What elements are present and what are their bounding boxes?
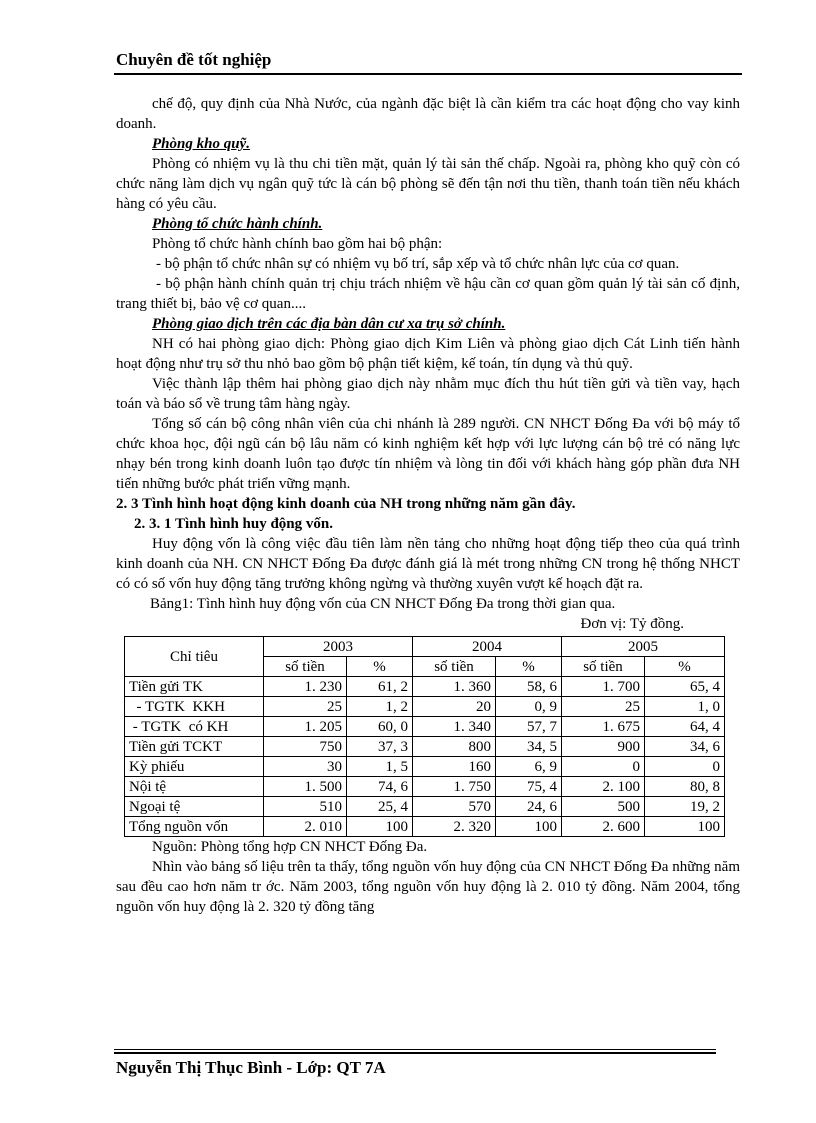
table-cell: 1, 5 — [347, 757, 413, 777]
footer-rule — [114, 1049, 716, 1050]
page-header-title: Chuyên đề tốt nghiệp — [116, 50, 272, 69]
page-footer-author: Nguyễn Thị Thục Bình - Lớp: QT 7A — [116, 1058, 386, 1077]
table-cell: 60, 0 — [347, 717, 413, 737]
table-cell: 100 — [496, 817, 562, 837]
table-cell: 25 — [264, 697, 347, 717]
table-cell: 1, 2 — [347, 697, 413, 717]
table-cell: 1, 0 — [645, 697, 725, 717]
section-heading: 2. 3 Tình hình hoạt động kinh doanh của NH trong những năm gần đây. — [116, 496, 576, 512]
table-caption: Bảng1: Tình hình huy động vốn của CN NHCT Đống Đa trong thời gian qua. — [150, 596, 616, 612]
table-header-year: 2004 — [413, 637, 562, 657]
table-cell: 1. 230 — [264, 677, 347, 697]
table-cell: 1. 205 — [264, 717, 347, 737]
list-item: - bộ phận tổ chức nhân sự có nhiệm vụ bố trí, sắp xếp và tổ chức nhân lực của cơ quan. — [156, 256, 680, 272]
paragraph: Phòng có nhiệm vụ là thu chi tiền mặt, quản lý tài sản thế chấp. Ngoài ra, phòng kho quỹ còn có chức năng làm dịch vụ ngân quỹ tức là cán bộ phòng sẽ đến tận nơi thu tiền, thanh toán tiền nếu khách hàng có yêu cầu. — [116, 156, 740, 212]
table-header-pct: % — [347, 657, 413, 677]
row-label: Nội tệ — [125, 777, 264, 797]
table-cell: 57, 7 — [496, 717, 562, 737]
table-cell: 34, 6 — [645, 737, 725, 757]
table-cell: 100 — [645, 817, 725, 837]
table-cell: 750 — [264, 737, 347, 757]
table-row — [125, 797, 725, 817]
table-header-amount: số tiền — [264, 657, 347, 677]
table-cell: 1. 675 — [562, 717, 645, 737]
table-unit: Đơn vị: Tỷ đồng. — [580, 616, 684, 632]
row-label: - TGTK có KH — [125, 717, 264, 737]
table-cell: 800 — [413, 737, 496, 757]
subheading-kho-quy: Phòng kho quỹ. — [152, 136, 250, 152]
table-cell: 25, 4 — [347, 797, 413, 817]
table-header-year: 2005 — [562, 637, 725, 657]
table-cell: 1. 340 — [413, 717, 496, 737]
header-rule — [114, 73, 742, 75]
paragraph: Tổng số cán bộ công nhân viên của chi nhánh là 289 người. CN NHCT Đống Đa với bộ máy tổ chức khoa học, đội ngũ cán bộ lâu năm có kinh nghiệm kết hợp với lực lượng cán bộ trẻ có năng lực nhạy bén trong kinh doanh luôn tạo được tín nhiệm và lòng tin đối với khách hàng góp phần đưa NH tiến những bước phát triển vững mạnh. — [116, 416, 740, 492]
row-label: Kỳ phiếu — [125, 757, 264, 777]
table-header-amount: số tiền — [562, 657, 645, 677]
table-cell: 0 — [562, 757, 645, 777]
table-row — [125, 677, 725, 697]
table-header-pct: % — [496, 657, 562, 677]
table-header-indicator: Chỉ tiêu — [125, 637, 264, 677]
table-cell: 58, 6 — [496, 677, 562, 697]
table-cell: 2. 600 — [562, 817, 645, 837]
table-cell: 37, 3 — [347, 737, 413, 757]
capital-mobilization-table — [124, 636, 725, 837]
table-cell: 25 — [562, 697, 645, 717]
table-cell: 61, 2 — [347, 677, 413, 697]
table-cell: 0, 9 — [496, 697, 562, 717]
table-cell: 2. 320 — [413, 817, 496, 837]
table-row — [125, 737, 725, 757]
table-cell: 34, 5 — [496, 737, 562, 757]
table-cell: 570 — [413, 797, 496, 817]
table-cell: 6, 9 — [496, 757, 562, 777]
table-header-pct: % — [645, 657, 725, 677]
table-cell: 19, 2 — [645, 797, 725, 817]
table-cell: 2. 100 — [562, 777, 645, 797]
table-header-amount: số tiền — [413, 657, 496, 677]
table-cell: 20 — [413, 697, 496, 717]
paragraph: Việc thành lập thêm hai phòng giao dịch này nhằm mục đích thu hút tiền gửi và tiền vay, hạch toán và báo sổ về trung tâm hàng ngày. — [116, 376, 740, 412]
table-row — [125, 817, 725, 837]
subheading-phong-giao-dich: Phòng giao dịch trên các địa bàn dân cư xa trụ sở chính. — [152, 316, 506, 332]
row-label: Ngoại tệ — [125, 797, 264, 817]
paragraph: chế độ, quy định của Nhà Nước, của ngành đặc biệt là cần kiểm tra các hoạt động cho vay kinh doanh. — [116, 96, 740, 132]
table-cell: 1. 700 — [562, 677, 645, 697]
row-label: Tiền gửi TCKT — [125, 737, 264, 757]
table-row — [125, 697, 725, 717]
table-cell: 30 — [264, 757, 347, 777]
table-cell: 74, 6 — [347, 777, 413, 797]
table-cell: 0 — [645, 757, 725, 777]
row-label: Tiền gửi TK — [125, 677, 264, 697]
table-cell: 65, 4 — [645, 677, 725, 697]
table-cell: 80, 8 — [645, 777, 725, 797]
table-cell: 24, 6 — [496, 797, 562, 817]
paragraph: Nhìn vào bảng số liệu trên ta thấy, tổng nguồn vốn huy động của CN NHCT Đống Đa những năm sau đều cao hơn năm tr ớc. Năm 2003, tổng nguồn vốn huy động là 2. 010 tỷ đồng. Năm 2004, tổng nguồn vốn huy động là 2. 320 tỷ đồng tăng — [116, 859, 740, 915]
table-cell: 160 — [413, 757, 496, 777]
table-cell: 510 — [264, 797, 347, 817]
table-cell: 500 — [562, 797, 645, 817]
subheading-to-chuc-hanh-chinh: Phòng tổ chức hành chính. — [152, 216, 323, 232]
subsection-heading: 2. 3. 1 Tình hình huy động vốn. — [134, 516, 333, 532]
list-item: - bộ phận hành chính quản trị chịu trách nhiệm về hậu cần cơ quan gồm quản lý tài sản cố định, trang thiết bị, bảo vệ cơ quan.... — [116, 276, 740, 312]
row-label: Tổng nguồn vốn — [125, 817, 264, 837]
paragraph: Huy động vốn là công việc đầu tiên làm nền tảng cho những hoạt động tiếp theo của quá trình kinh doanh của NH. CN NHCT Đống Đa được đánh giá là mét trong những CN trong hệ thống NHCT có có số vốn huy động tăng trưởng không ngừng và thường xuyên vượt kế hoạch đặt ra. — [116, 536, 740, 592]
row-label: - TGTK KKH — [125, 697, 264, 717]
table-cell: 900 — [562, 737, 645, 757]
footer-rule — [114, 1052, 716, 1054]
table-row — [125, 717, 725, 737]
table-cell: 100 — [347, 817, 413, 837]
table-cell: 1. 500 — [264, 777, 347, 797]
table-cell: 1. 750 — [413, 777, 496, 797]
table-cell: 75, 4 — [496, 777, 562, 797]
table-header-year: 2003 — [264, 637, 413, 657]
paragraph: Phòng tổ chức hành chính bao gồm hai bộ phận: — [152, 236, 443, 252]
table-source: Nguồn: Phòng tổng hợp CN NHCT Đống Đa. — [152, 839, 428, 855]
table-row — [125, 757, 725, 777]
table-cell: 2. 010 — [264, 817, 347, 837]
document-body — [116, 94, 740, 917]
table-row — [125, 777, 725, 797]
paragraph: NH có hai phòng giao dịch: Phòng giao dịch Kim Liên và phòng giao dịch Cát Linh tiến hành hoạt động như trụ sở thu nhỏ bao gồm bộ phận tiết kiệm, kế toán, tín dụng và thủ quỹ. — [116, 336, 740, 372]
table-cell: 64, 4 — [645, 717, 725, 737]
table-cell: 1. 360 — [413, 677, 496, 697]
